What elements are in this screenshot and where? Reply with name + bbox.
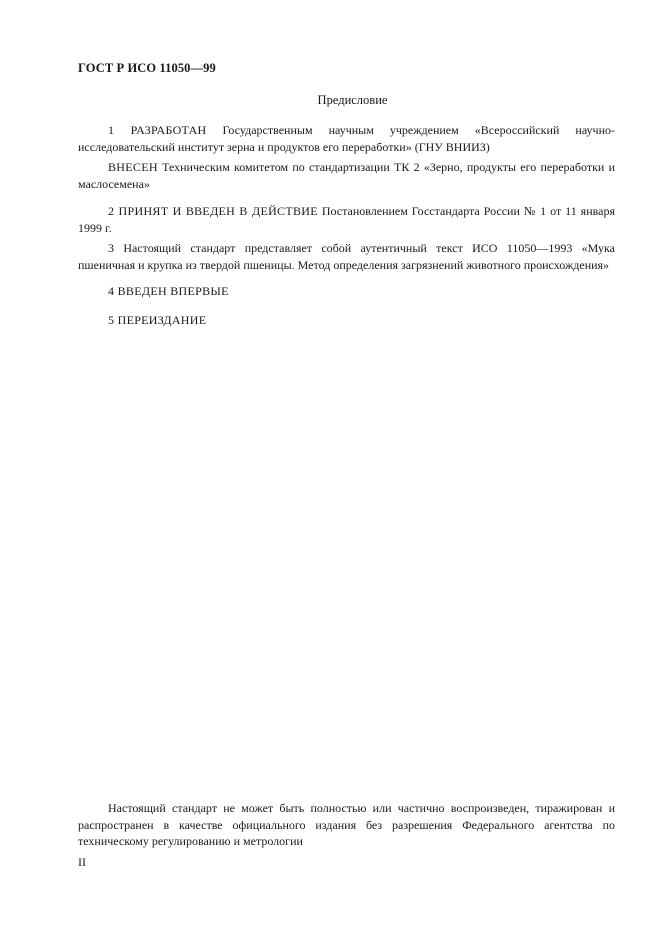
paragraph-text: Техническим комитетом по стандартизации ТК 2 «Зерно, продукты его переработки и маслосемена»	[78, 160, 615, 191]
paragraph-lead: ВНЕСЕН	[108, 160, 158, 174]
paragraph-lead: 4 ВВЕДЕН ВПЕРВЫЕ	[108, 284, 229, 298]
paragraph-reissue	[78, 312, 615, 329]
paragraph-developed-by	[78, 122, 615, 156]
paragraph-lead: 3	[108, 241, 114, 255]
paragraph-text: Настоящий стандарт представляет собой аутентичный текст ИСО 11050—1993 «Мука пшеничная и крупка из твердой пшеницы. Метод определения загрязнений животного происхождения»	[78, 241, 615, 272]
paragraph-introduced-by	[78, 159, 615, 193]
paragraph-lead: 2 ПРИНЯТ И ВВЕДЕН В ДЕЙСТВИЕ	[108, 204, 318, 218]
paragraph-adopted	[78, 203, 615, 237]
paragraph-lead: 1 РАЗРАБОТАН	[108, 123, 207, 137]
paragraph-lead: 5 ПЕРЕИЗДАНИЕ	[108, 313, 207, 327]
section-title: Предисловие	[317, 93, 388, 107]
paragraph-authentic-text	[78, 240, 615, 274]
standard-designation: ГОСТ Р ИСО 11050—99	[78, 61, 216, 75]
copyright-notice: Настоящий стандарт не может быть полностью или частично воспроизведен, тиражирован и распространен в качестве официального издания без разрешения Федерального агентства по техническому регулированию и метрологии	[78, 801, 615, 848]
page-number: II	[78, 855, 86, 869]
paragraph-first-introduced	[78, 283, 615, 300]
paragraph-text: Постановлением Госстандарта России № 1 от 11 января 1999 г.	[78, 204, 615, 235]
paragraph-text: Государственным научным учреждением «Всероссийский научно-исследовательский институт зерна и продуктов его переработки» (ГНУ ВНИИЗ)	[78, 123, 615, 154]
